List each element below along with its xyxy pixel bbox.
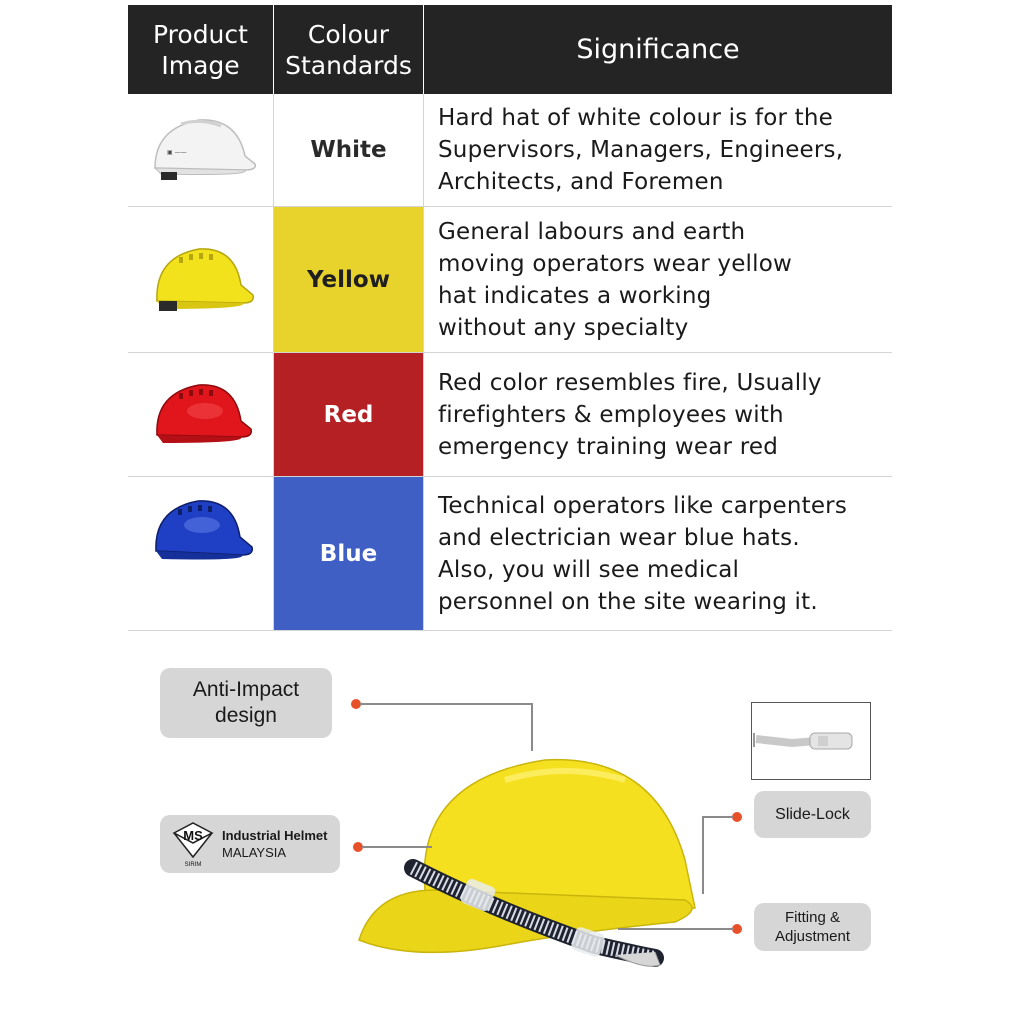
fitting-leader-line xyxy=(618,928,734,930)
slide-lock-buckle-icon xyxy=(752,703,870,779)
significance-cell: Technical operators like carpenters and electrician wear blue hats. Also, you will see medical personnel on the site wearing it. xyxy=(438,492,848,615)
hard-hat-colour-table xyxy=(128,5,892,631)
header-product-image: Product Image xyxy=(128,5,274,94)
product-image-cell xyxy=(128,207,274,352)
blue-hard-hat-icon xyxy=(144,489,258,575)
product-image-cell xyxy=(128,94,274,206)
certification-leader-line xyxy=(362,846,432,848)
logo-sirim-text: SIRIM xyxy=(184,862,202,868)
anti-impact-callout: Anti-Impact design xyxy=(160,668,332,738)
slide-lock-leader-line xyxy=(703,816,733,818)
red-hard-hat-icon xyxy=(145,373,257,457)
svg-text:▣ ——: ▣ —— xyxy=(166,149,187,156)
table-row xyxy=(128,353,892,477)
colour-cell-white: White xyxy=(274,94,424,206)
white-hard-hat-icon xyxy=(141,110,261,190)
anti-impact-leader-line-vertical xyxy=(531,703,533,751)
certification-text: Industrial Helmet MALAYSIA xyxy=(222,828,328,860)
yellow-helmet-illustration xyxy=(355,740,715,985)
table-row xyxy=(128,477,892,631)
slide-lock-callout: Slide-Lock xyxy=(754,791,871,838)
colour-cell-blue: Blue xyxy=(274,477,424,630)
slide-lock-leader-line-vertical xyxy=(702,816,704,894)
colour-cell-yellow: Yellow xyxy=(274,207,424,352)
header-significance: Significance xyxy=(576,34,740,65)
anti-impact-leader-line xyxy=(360,703,532,705)
fitting-adjustment-callout: Fitting & Adjustment xyxy=(754,903,871,951)
slide-lock-marker-dot xyxy=(732,812,742,822)
table-header xyxy=(128,5,892,94)
header-colour-standards: Colour Standards xyxy=(274,5,424,94)
certification-callout xyxy=(160,815,340,873)
product-image-cell xyxy=(128,477,274,630)
slide-lock-inset-image xyxy=(751,702,871,780)
significance-cell: Hard hat of white colour is for the Supervisors, Managers, Engineers, Architects, and Foremen xyxy=(438,105,844,195)
significance-cell: Red color resembles fire, Usually firefighters & employees with emergency training wear red xyxy=(438,369,822,460)
product-image-cell xyxy=(128,353,274,476)
logo-ms-text: MS xyxy=(183,828,203,843)
table-row xyxy=(128,94,892,207)
sirim-ms-logo-icon xyxy=(168,819,218,869)
significance-cell: General labours and earth moving operators wear yellow hat indicates a working without any specialty xyxy=(438,218,793,341)
table-row xyxy=(128,207,892,353)
colour-cell-red: Red xyxy=(274,353,424,476)
yellow-hard-hat-icon xyxy=(143,235,259,325)
